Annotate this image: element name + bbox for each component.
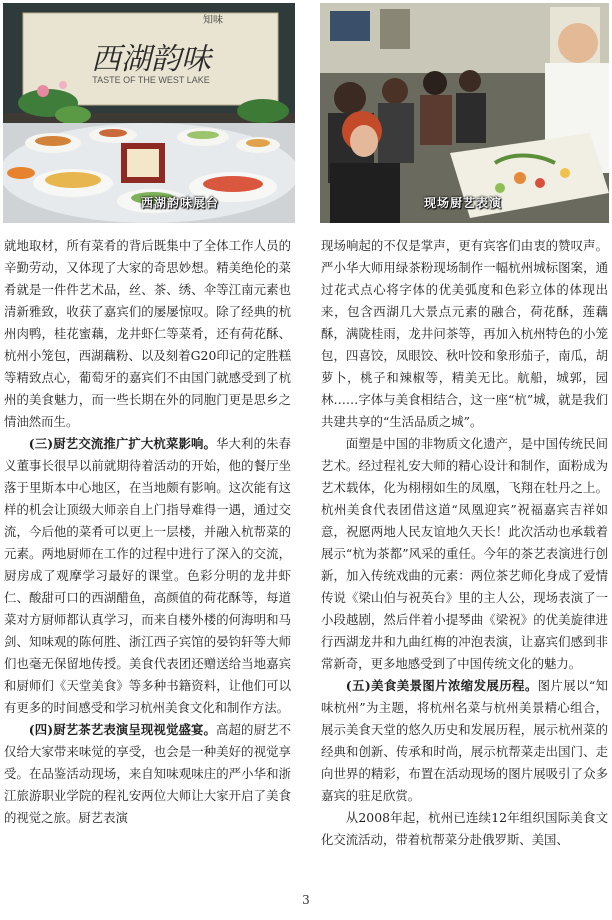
right-column: [321, 235, 608, 851]
chef-performance-image: [320, 3, 609, 223]
sign-subtitle: TASTE OF THE WEST LAKE: [92, 75, 210, 85]
photo-caption-right: 现场厨艺表演: [424, 196, 503, 210]
right-paragraph-3: [321, 675, 608, 807]
right-paragraph-1: 现场响起的不仅是掌声，更有宾客们由衷的赞叹声。严小华大师用绿茶粉现场制作一幅杭州城标图案，通过花式点心将字体的优美弧度和色彩立体的体现出来，包含西湖几大景点元素的融合，荷花酥，莲藕酥，满陇桂雨，龙井问茶等，再加入杭州特色的小笼包，四喜饺，凤眼饺、秋叶饺和象形茄子，南瓜，胡萝卜，桃子和辣椒等，精美无比。航船，城郭，园林……字体与美食相结合，这一座“杭”城，就是我们共建共享的“生活品质之城”。: [321, 238, 608, 429]
photo-caption-left: 西湖韵味展台: [140, 196, 219, 210]
right-paragraph-4: 从2008年起，杭州已连续12年组织国际美食文化交流活动，带着杭帮菜分赴俄罗斯、美国、: [321, 810, 608, 847]
section-body-5: 图片展以“知味杭州”为主题，将杭州名菜与杭州美景精心组合，展示美食天堂的悠久历史和发展历程，展示杭州菜的经典和创新、传承和时尚，展示杭帮菜走出国门、走向世界的精彩，布置在活动现场的图片展吸引了众多嘉宾的驻足欣赏。: [321, 678, 608, 803]
food-display-image: [3, 3, 295, 223]
section-heading-4: (四)厨艺茶艺表演呈现视觉盛宴。: [28, 722, 217, 737]
page-number: 3: [302, 893, 310, 907]
left-paragraph-1: 就地取材，所有菜肴的背后既集中了全体工作人员的辛勤劳动，又体现了大家的奇思妙想。精美绝伦的菜肴就是一件件艺术品，丝、茶、绣、伞等江南元素也清新雅致，收获了嘉宾们的屡屡惊叹。除了经典的杭州肉鸭，桂花蜜藕，龙井虾仁等菜肴，还有荷花酥、杭州小笼包，西湖藕粉、以及刻着G20印记的定胜糕等精致点心，葡萄牙的嘉宾们不由国门就感受到了杭州的美食魅力，而一些长期在外的同胞门更是思乡之情油然而生。: [4, 238, 291, 429]
left-paragraph-2: [4, 433, 291, 719]
right-paragraph-2: 面塑是中国的非物质文化遗产，是中国传统民间艺术。经过程礼安大师的精心设计和制作，面粉成为艺术载体，化为栩栩如生的凤凰，飞翔在牡丹之上。杭州美食代表团借这道“凤凰迎宾”祝福嘉宾吉祥如意，祝愿两地人民友谊地久天长！此次活动也承载着展示“杭为茶都”风采的重任。今年的茶艺表演进行创新，加入传统戏曲的元素：两位茶艺师化身成了爱情传说《梁山伯与祝英台》里的主人公，现场表演了一小段越剧，然后伴着小提琴曲《梁祝》的优美旋律进行西湖龙井和九曲红梅的冲泡表演，让嘉宾们感到非常新奇，更多地感受到了中国传统文化的魅力。: [321, 436, 608, 671]
section-body-4: 高超的厨艺不仅给大家带来味觉的享受，也会是一种美好的视觉享受。在品鉴活动现场，来自知味观味庄的严小华和浙江旅游职业学院的程礼安两位大师让大家开启了美食的视觉之旅。厨艺表演: [4, 722, 291, 825]
section-body-3: 华大利的朱春义董事长很早以前就期待着活动的开始，他的餐厅坐落于里斯本中心地区，在当地颇有影响。这次能有这样的机会让顶级大师亲自上门指导难得一遇，通过交流，今后他的菜肴可以更上一层楼，并融入杭帮菜的元素。两地厨师在工作的过程中进行了深入的交流，厨房成了观摩学习最好的课堂。色彩分明的龙井虾仁、酸甜可口的西湖醋鱼，高颜值的荷花酥等，每道菜对方厨师都认真学习，而来自楼外楼的何海明和马剑、知味观的陈何胜、浙江西子宾馆的晏钧轩等大师们也毫无保留地传授。美食代表团还赠送给当地嘉宾和厨师们《天堂美食》等多种书籍资料，让他们可以有更多的时间感受和学习杭州美食文化和制作方法。: [4, 436, 291, 715]
logo-text: 知味: [203, 15, 223, 26]
left-paragraph-3: [4, 719, 291, 829]
sign-title: 西湖韵味: [91, 42, 211, 77]
photo-food-display: [3, 3, 295, 223]
section-heading-3: (三)厨艺交流推广扩大杭菜影响。: [28, 436, 217, 451]
section-heading-5: (五)美食美景图片浓缩发展历程。: [345, 678, 538, 693]
left-column: [4, 235, 291, 829]
photo-chef-performance: [320, 3, 609, 223]
